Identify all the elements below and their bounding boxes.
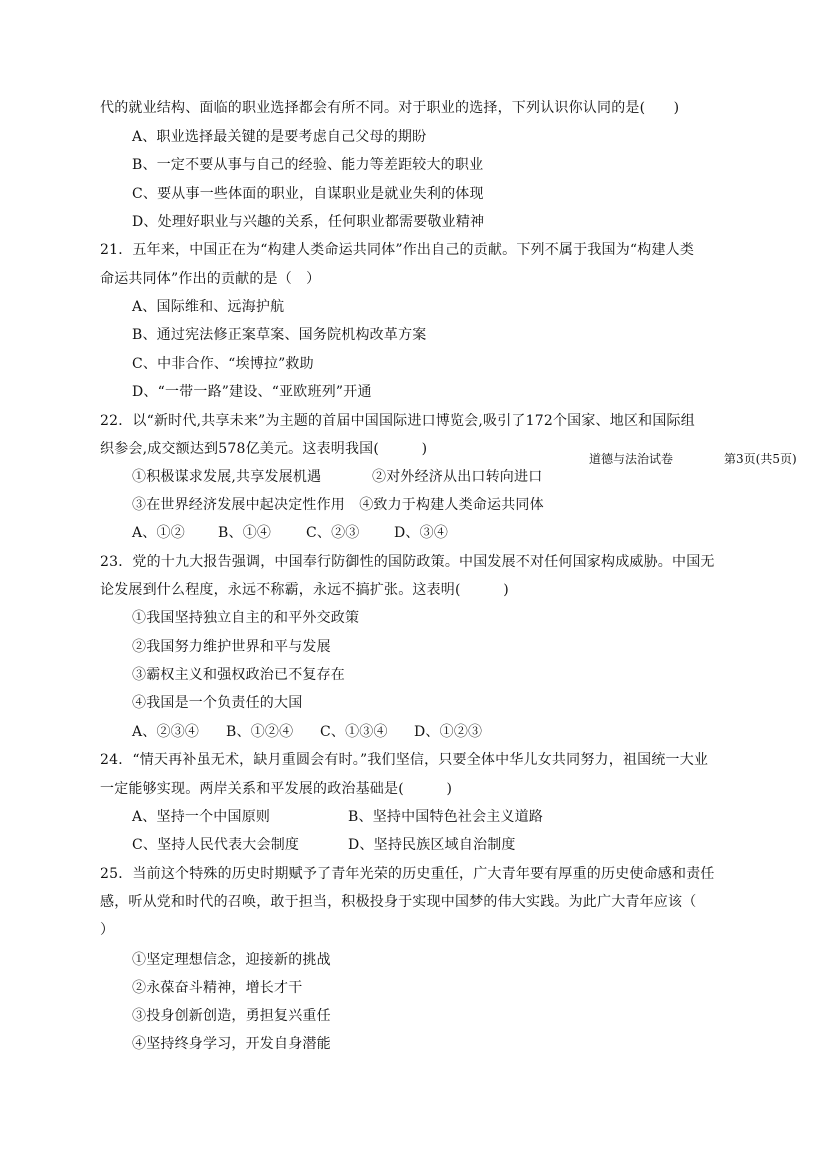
q24-stem-line2: 一定能够实现。两岸关系和平发展的政治基础是( ): [100, 781, 453, 797]
q22-choice-d: D、③④: [394, 525, 449, 541]
q23-statement-4: ④我国是一个负责任的大国: [132, 695, 303, 711]
q20-continuation: 代的就业结构、面临的职业选择都会有所不同。对于职业的选择，下列认识你认同的是( ): [100, 100, 680, 116]
footer-subject: 道德与法治试卷: [589, 452, 674, 466]
q22-stem-line1: 22．以“新时代,共享未来”为主题的首届中国国际进口博览会,吸引了172个国家、地区和国际组: [100, 413, 695, 429]
q24-stem-line1: 24．“情天再补虽无术，缺月重圆会有时。”我们坚信，只要全体中华儿女共同努力，祖国统一大业: [100, 752, 709, 768]
q21-stem-line2: 命运共同体”作出的贡献的是（ ）: [100, 271, 321, 287]
q20-option-b: B、一定不要从事与自己的经验、能力等差距较大的职业: [132, 157, 484, 173]
q24-choice-b: B、坚持中国特色社会主义道路: [348, 809, 544, 825]
q23-choice-a: A、②③④: [132, 724, 200, 740]
q21-stem-line1: 21．五年来，中国正在为“构建人类命运共同体”作出自己的贡献。下列不属于我国为“构建人类: [100, 242, 695, 258]
q22-choice-b: B、①④: [218, 525, 272, 541]
q22-choice-a: A、①②: [132, 525, 185, 541]
q25-statement-1: ①坚定理想信念，迎接新的挑战: [132, 952, 331, 968]
q20-option-d: D、处理好职业与兴趣的关系，任何职业都需要敬业精神: [132, 214, 485, 230]
q25-statement-3: ③投身创新创造，勇担复兴重任: [132, 1008, 331, 1024]
q23-choice-d: D、①②③: [414, 724, 483, 740]
q23-statement-2: ②我国努力维护世界和平与发展: [132, 639, 331, 655]
q23-choice-c: C、①③④: [320, 724, 388, 740]
q24-choice-a: A、坚持一个中国原则: [132, 809, 271, 825]
q21-option-a: A、国际维和、远海护航: [132, 299, 285, 315]
q23-stem-line1: 23．党的十九大报告强调，中国奉行防御性的国防政策。中国发展不对任何国家构成威胁。中国无: [100, 554, 715, 570]
q21-option-c: C、中非合作、“埃博拉”救助: [132, 356, 314, 372]
q23-stem-line2: 论发展到什么程度，永远不称霸，永远不搞扩张。这表明( ): [100, 582, 509, 598]
q20-option-a: A、职业选择最关键的是要考虑自己父母的期盼: [132, 129, 427, 145]
q23-statement-3: ③霸权主义和强权政治已不复存在: [132, 667, 345, 683]
q25-stem-line2: 感，听从党和时代的召唤，敢于担当，积极投身于实现中国梦的伟大实践。为此广大青年应该（: [100, 894, 697, 910]
q21-option-b: B、通过宪法修正案草案、国务院机构改革方案: [132, 327, 427, 343]
q25-stem-line1: 25．当前这个特殊的历史时期赋予了青年光荣的历史重任，广大青年要有厚重的历史使命感和责任: [100, 866, 715, 882]
q22-stem-line2: 织参会,成交额达到578亿美元。这表明我国( ): [100, 441, 428, 457]
q24-choice-c: C、坚持人民代表大会制度: [132, 837, 300, 853]
q20-option-c: C、要从事一些体面的职业，自谋职业是就业失利的体现: [132, 186, 484, 202]
q25-statement-4: ④坚持终身学习，开发自身潜能: [132, 1036, 331, 1052]
q22-choice-c: C、②③: [306, 525, 360, 541]
q22-statement-1: ①积极谋求发展,共享发展机遇: [132, 469, 322, 485]
q23-statement-1: ①我国坚持独立自主的和平外交政策: [132, 610, 360, 626]
q24-choice-d: D、坚持民族区域自治制度: [348, 837, 516, 853]
q25-statement-2: ②永葆奋斗精神，增长才干: [132, 980, 303, 996]
q22-statements-3-4: ③在世界经济发展中起决定性作用 ④致力于构建人类命运共同体: [132, 497, 544, 513]
footer-page-number: 第3页(共5页): [724, 452, 797, 466]
q21-option-d: D、“一带一路”建设、“亚欧班列”开通: [132, 384, 372, 400]
q25-stem-line3: ）: [100, 922, 115, 938]
q23-choice-b: B、①②④: [226, 724, 294, 740]
q22-statement-2: ②对外经济从出口转向进口: [372, 469, 543, 485]
